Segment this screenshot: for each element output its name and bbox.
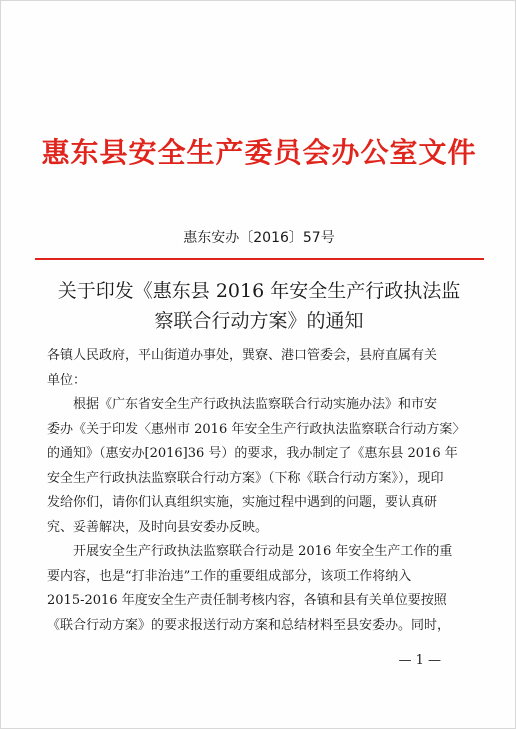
body-paragraph-1: 根据《广东省安全生产行政执法监察联合行动实施办法》和市安 委办《关于印发〈惠州市 2016 年安全生产行政执法监察联合行动方案〉 的通知》（惠安办[2016]36 号）的要求，我办制定了《惠东县 2016 年 安全生产行政执法监察联合行动方案》（下称《联合行动方案》），现印 发给你们，请你们认真组织实施，实施过程中遇到的问题，要认真研 究、妥善解决，及时向县安委办反映。 [47,397,466,535]
red-divider-line [35,258,484,260]
page-number: — 1 — [398,653,441,668]
notice-title-line-2: 察联合行动方案》的通知 [154,310,364,332]
body-paragraph-2: 开展安全生产行政执法监察联合行动是 2016 年安全生产工作的重 要内容，也是“打非治违”工作的重要组成部分，该项工作将纳入 2015-2016 年度安全生产责任制考核内容，各镇和县有关单位要按照 《联合行动方案》的要求报送行动方案和总结材料至县安委办。同时， [47,544,453,633]
recipients-paragraph: 各镇人民政府，平山街道办事处，巽寮、港口管委会，县府直属有关 单位： [47,348,438,388]
notice-title-line-1: 关于印发《惠东县 2016 年安全生产行政执法监 [57,280,461,302]
document-number: 惠东安办〔2016〕57号 [183,230,335,246]
document-header-title: 惠东县安全生产委员会办公室文件 [41,136,477,169]
notice-title [1,276,516,336]
document-body [47,344,477,638]
